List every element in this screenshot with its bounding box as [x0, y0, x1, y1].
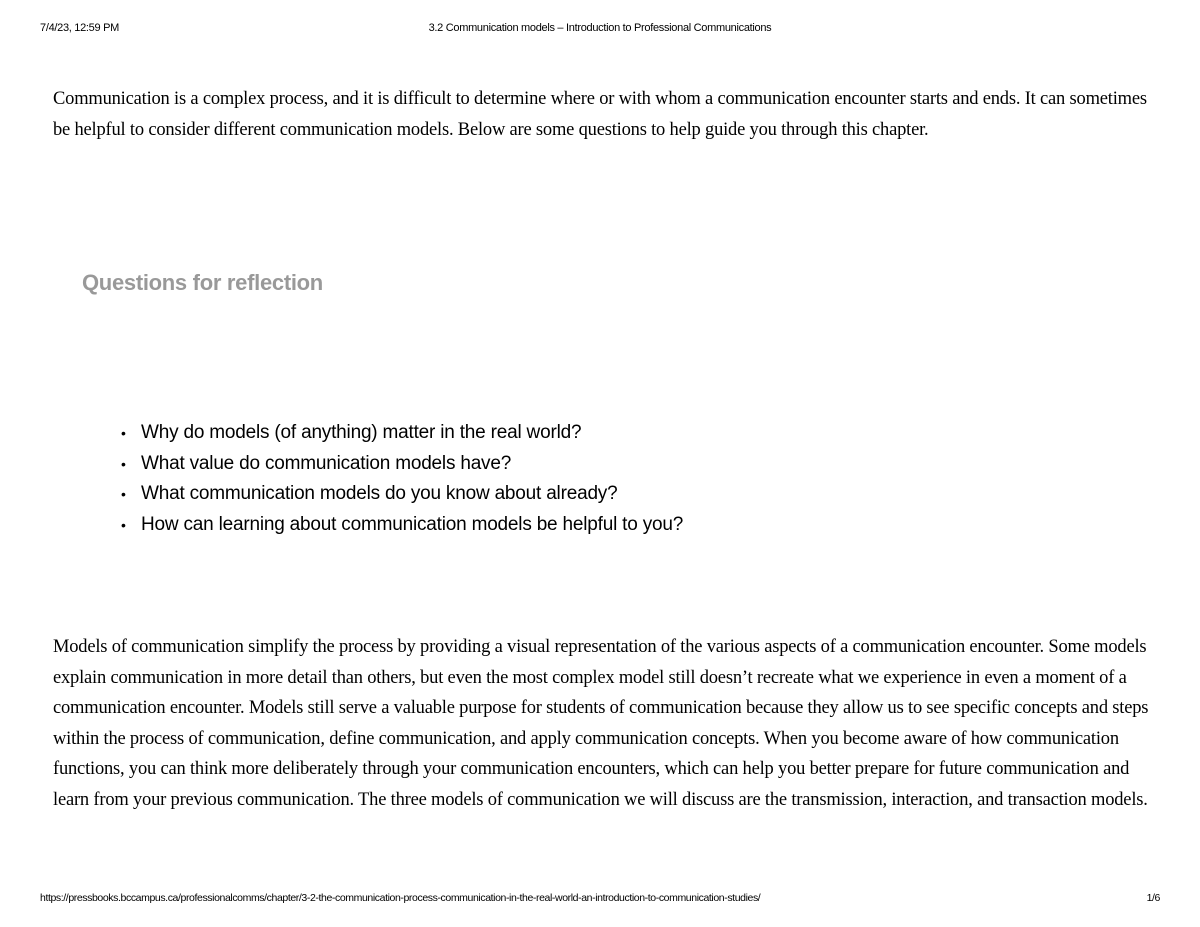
page-title: 3.2 Communication models – Introduction to Professional Communications: [428, 22, 772, 34]
question-text: Why do models (of anything) matter in the real world?: [141, 422, 582, 443]
bullet-icon: •: [121, 425, 126, 441]
models-paragraph: Models of communication simplify the process by providing a visual representation of the various aspects of a communication encounter. Some models explain communication in more detail than others, but even the most complex model still doesn’t recreate what we experience in even a moment of a communication encounter. Models still serve a valuable purpose for students of communication because they allow us to see specific concepts and steps within the process of communication, define communication, and apply communication concepts. When you become aware of how communication functions, you can think more deliberately through your communication encounters, which can help you better prepare for future communication and learn from your previous communication. The three models of communication we will discuss are the transmission, interaction, and transaction models.: [53, 637, 1149, 810]
list-item: [121, 418, 683, 449]
question-text: What communication models do you know about already?: [141, 483, 618, 504]
bullet-icon: •: [121, 486, 126, 502]
page-url: https://pressbooks.bccampus.ca/professionalcomms/chapter/3-2-the-communication-process-communication-in-the-real-world-an-introduction-to-communication-studies/: [40, 892, 761, 904]
bullet-icon: •: [121, 455, 126, 472]
page-number: 1/6: [1146, 892, 1160, 904]
list-item: [121, 449, 683, 480]
bullet-icon: •: [121, 516, 126, 533]
question-text: What value do communication models have?: [141, 452, 512, 474]
intro-paragraph: Communication is a complex process, and it is difficult to determine where or with whom a communication encounter starts and ends. It can sometimes be helpful to consider different communication models. Below are some questions to help guide you through this chapter.: [53, 89, 1147, 140]
print-footer: [40, 892, 1160, 906]
list-item: [121, 479, 683, 510]
reflection-question-list: [121, 418, 684, 540]
list-item: [121, 510, 684, 541]
reflection-heading: Questions for reflection: [82, 270, 323, 295]
question-text: How can learning about communication models be helpful to you?: [141, 513, 684, 535]
print-header: [40, 22, 1160, 38]
print-date: 7/4/23, 12:59 PM: [40, 22, 119, 34]
